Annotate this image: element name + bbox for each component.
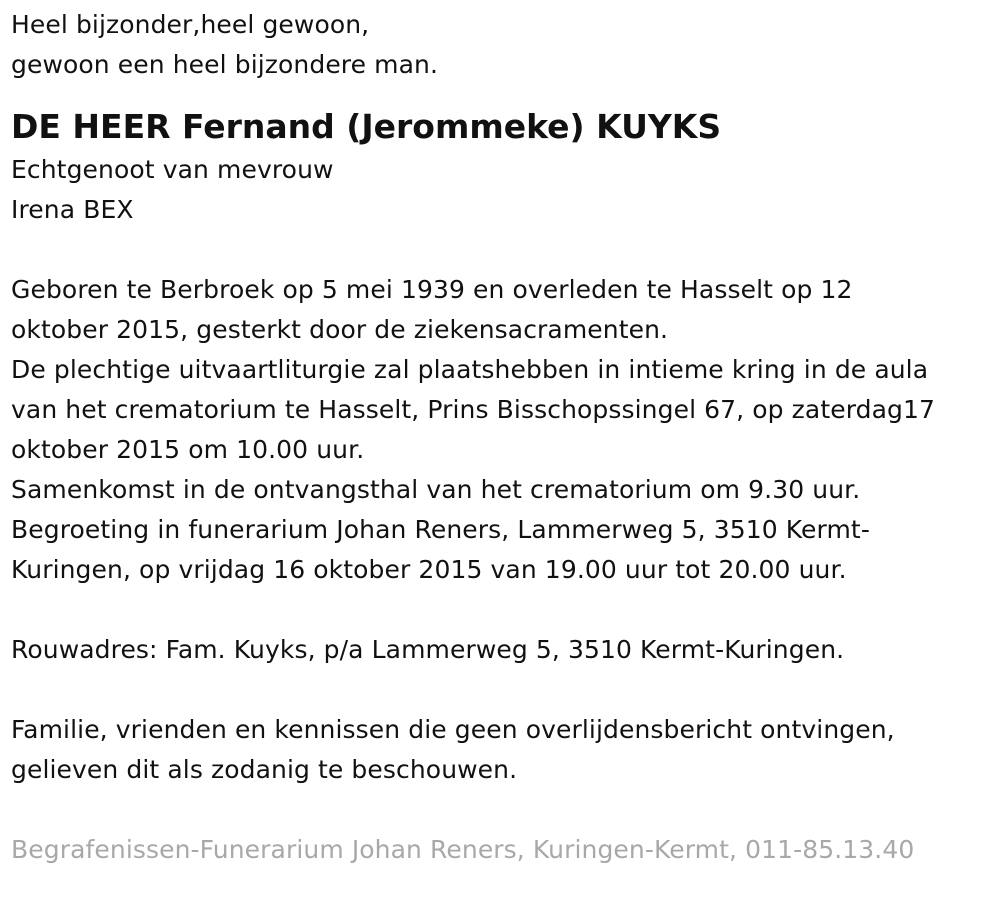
notice-line: gelieven dit als zodanig te beschouwen. — [11, 755, 518, 784]
details-line: De plechtige uitvaartliturgie zal plaatshebben in intieme kring in de aula — [11, 355, 929, 384]
notice-line: Familie, vrienden en kennissen die geen overlijdensbericht ontvingen, — [11, 715, 895, 744]
spouse-info — [11, 150, 991, 230]
details-line: oktober 2015 om 10.00 uur. — [11, 435, 365, 464]
details-line: van het crematorium te Hasselt, Prins Bisschopssingel 67, op zaterdag17 — [11, 395, 936, 424]
details-line: Kuringen, op vrijdag 16 oktober 2015 van 19.00 uur tot 20.00 uur. — [11, 555, 847, 584]
mourning-address — [11, 630, 991, 670]
details-line: Samenkomst in de ontvangsthal van het crematorium om 9.30 uur. — [11, 475, 861, 504]
details-line: Geboren te Berbroek op 5 mei 1939 en overleden te Hasselt op 12 — [11, 275, 853, 304]
notice-text — [11, 710, 991, 790]
footer-line: Begrafenissen-Funerarium Johan Reners, Kuringen-Kermt, 011-85.13.40 — [11, 835, 915, 864]
mourning-address-line: Rouwadres: Fam. Kuyks, p/a Lammerweg 5, 3510 Kermt-Kuringen. — [11, 635, 845, 664]
details-line: Begroeting in funerarium Johan Reners, Lammerweg 5, 3510 Kermt- — [11, 515, 870, 544]
spouse-line: Echtgenoot van mevrouw — [11, 155, 334, 184]
obituary-notice — [11, 0, 991, 870]
spouse-line: Irena BEX — [11, 195, 134, 224]
details-line: oktober 2015, gesterkt door de ziekensacramenten. — [11, 315, 669, 344]
opening-verse — [11, 5, 991, 85]
funeral-details — [11, 270, 991, 590]
deceased-name: DE HEER Fernand (Jerommeke) KUYKS — [11, 107, 722, 146]
opening-line: Heel bijzonder,heel gewoon, — [11, 10, 370, 39]
funeral-home-footer — [11, 830, 991, 870]
opening-line: gewoon een heel bijzondere man. — [11, 50, 439, 79]
